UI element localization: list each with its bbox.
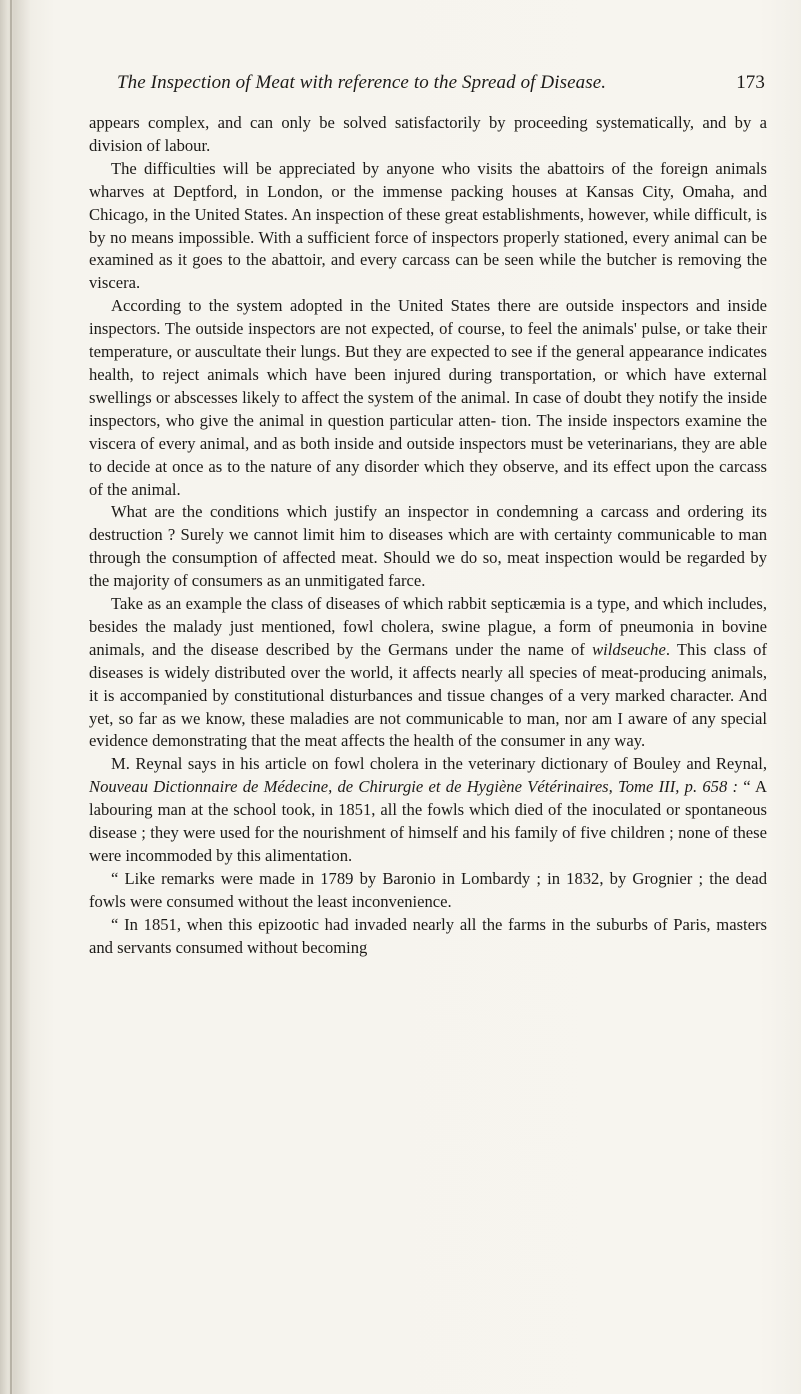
paragraph-quote-1851: “ In 1851, when this epizootic had invaded nearly all the farms in the suburbs of Paris, masters and servants consumed without becoming bbox=[89, 914, 767, 957]
gutter-fold-line bbox=[10, 0, 12, 1394]
italic-citation: Nouveau Dictionnaire de Médecine, de Chirurgie et de Hygiène Vétérinaires, Tome III, p. 658 : bbox=[89, 777, 739, 797]
running-title: The Inspection of Meat with reference to the Spread of Disease. bbox=[117, 72, 607, 93]
paragraph-septicaemia bbox=[89, 593, 767, 753]
italic-term: wildseuche bbox=[592, 639, 666, 659]
paragraph-reynal bbox=[89, 753, 767, 868]
paragraph-text: Take as an example the class of diseases of which rabbit septicæmia is a type, and which includes, besides the malady just mentioned, fowl cholera, swine plague, a form of pneumonia in bovine animals, and the disease described by the Germans under the name of bbox=[89, 594, 767, 659]
page-number: 173 bbox=[736, 72, 765, 93]
page-gutter bbox=[0, 0, 30, 1394]
paragraph-continuation: appears complex, and can only be solved satisfactorily by proceeding systematically, and by a division of labour. bbox=[89, 113, 767, 155]
paragraph-text: “ A labouring man at the school took, in 1851, all the fowls which died of the inoculated or spontaneous disease ; they were used for the nourishment of himself and his family of five children ; none of these were incommoded by this alimentation. bbox=[89, 777, 767, 865]
paragraph-text: . This class of diseases is widely distributed over the world, it affects nearly all species of meat-producing animals, it is accompanied by constitutional disturbances and tissue changes of a very marked character. And yet, so far as we know, these maladies are not communicable to man, nor am I aware of any special evidence demonstrating that the meat affects the health of the consumer in any way. bbox=[89, 639, 767, 751]
paragraph-quote-1789: “ Like remarks were made in 1789 by Baronio in Lombardy ; in 1832, by Grognier ; the dead fowls were consumed without the least inconvenience. bbox=[89, 868, 767, 911]
body-text bbox=[89, 112, 767, 960]
paragraph-us-system: According to the system adopted in the United States there are outside inspectors and inside inspectors. The outside inspectors are not expected, of course, to feel the animals' pulse, or take their temperature, or auscultate their lungs. But they are expected to see if the general appearance indicates health, to reject animals which have been injured during transportation, or which have external swellings or abscesses likely to affect the system of the animal. In case of doubt they notify the inside inspectors, who give the animal in question particular atten- tion. The inside inspectors examine the viscera of every animal, and as both inside and outside inspectors must be veterinarians, they are able to decide at once as to the nature of any disorder which they observe, and its effect upon the carcass of the animal. bbox=[89, 296, 767, 499]
paragraph-abattoirs: The difficulties will be appreciated by anyone who visits the abattoirs of the foreign animals wharves at Deptford, in London, or the immense packing houses at Kansas City, Omaha, and Chicago, in the United States. An inspection of these great establishments, however, while difficult, is by no means impossible. With a sufficient force of inspectors properly stationed, every animal can be examined as it goes to the abattoir, and every carcass can be seen while the butcher is removing the viscera. bbox=[89, 158, 767, 293]
paragraph-text: M. Reynal says in his article on fowl cholera in the veterinary dictionary of Bouley and Reynal, bbox=[111, 754, 767, 774]
running-header bbox=[117, 72, 765, 98]
paragraph-condemning: What are the conditions which justify an inspector in condemning a carcass and ordering its destruction ? Surely we cannot limit him to diseases which are with certainty communicable to man through the consumption of affected meat. Should we do so, meat inspection would be regarded by the majority of consumers as an unmitigated farce. bbox=[89, 502, 767, 591]
